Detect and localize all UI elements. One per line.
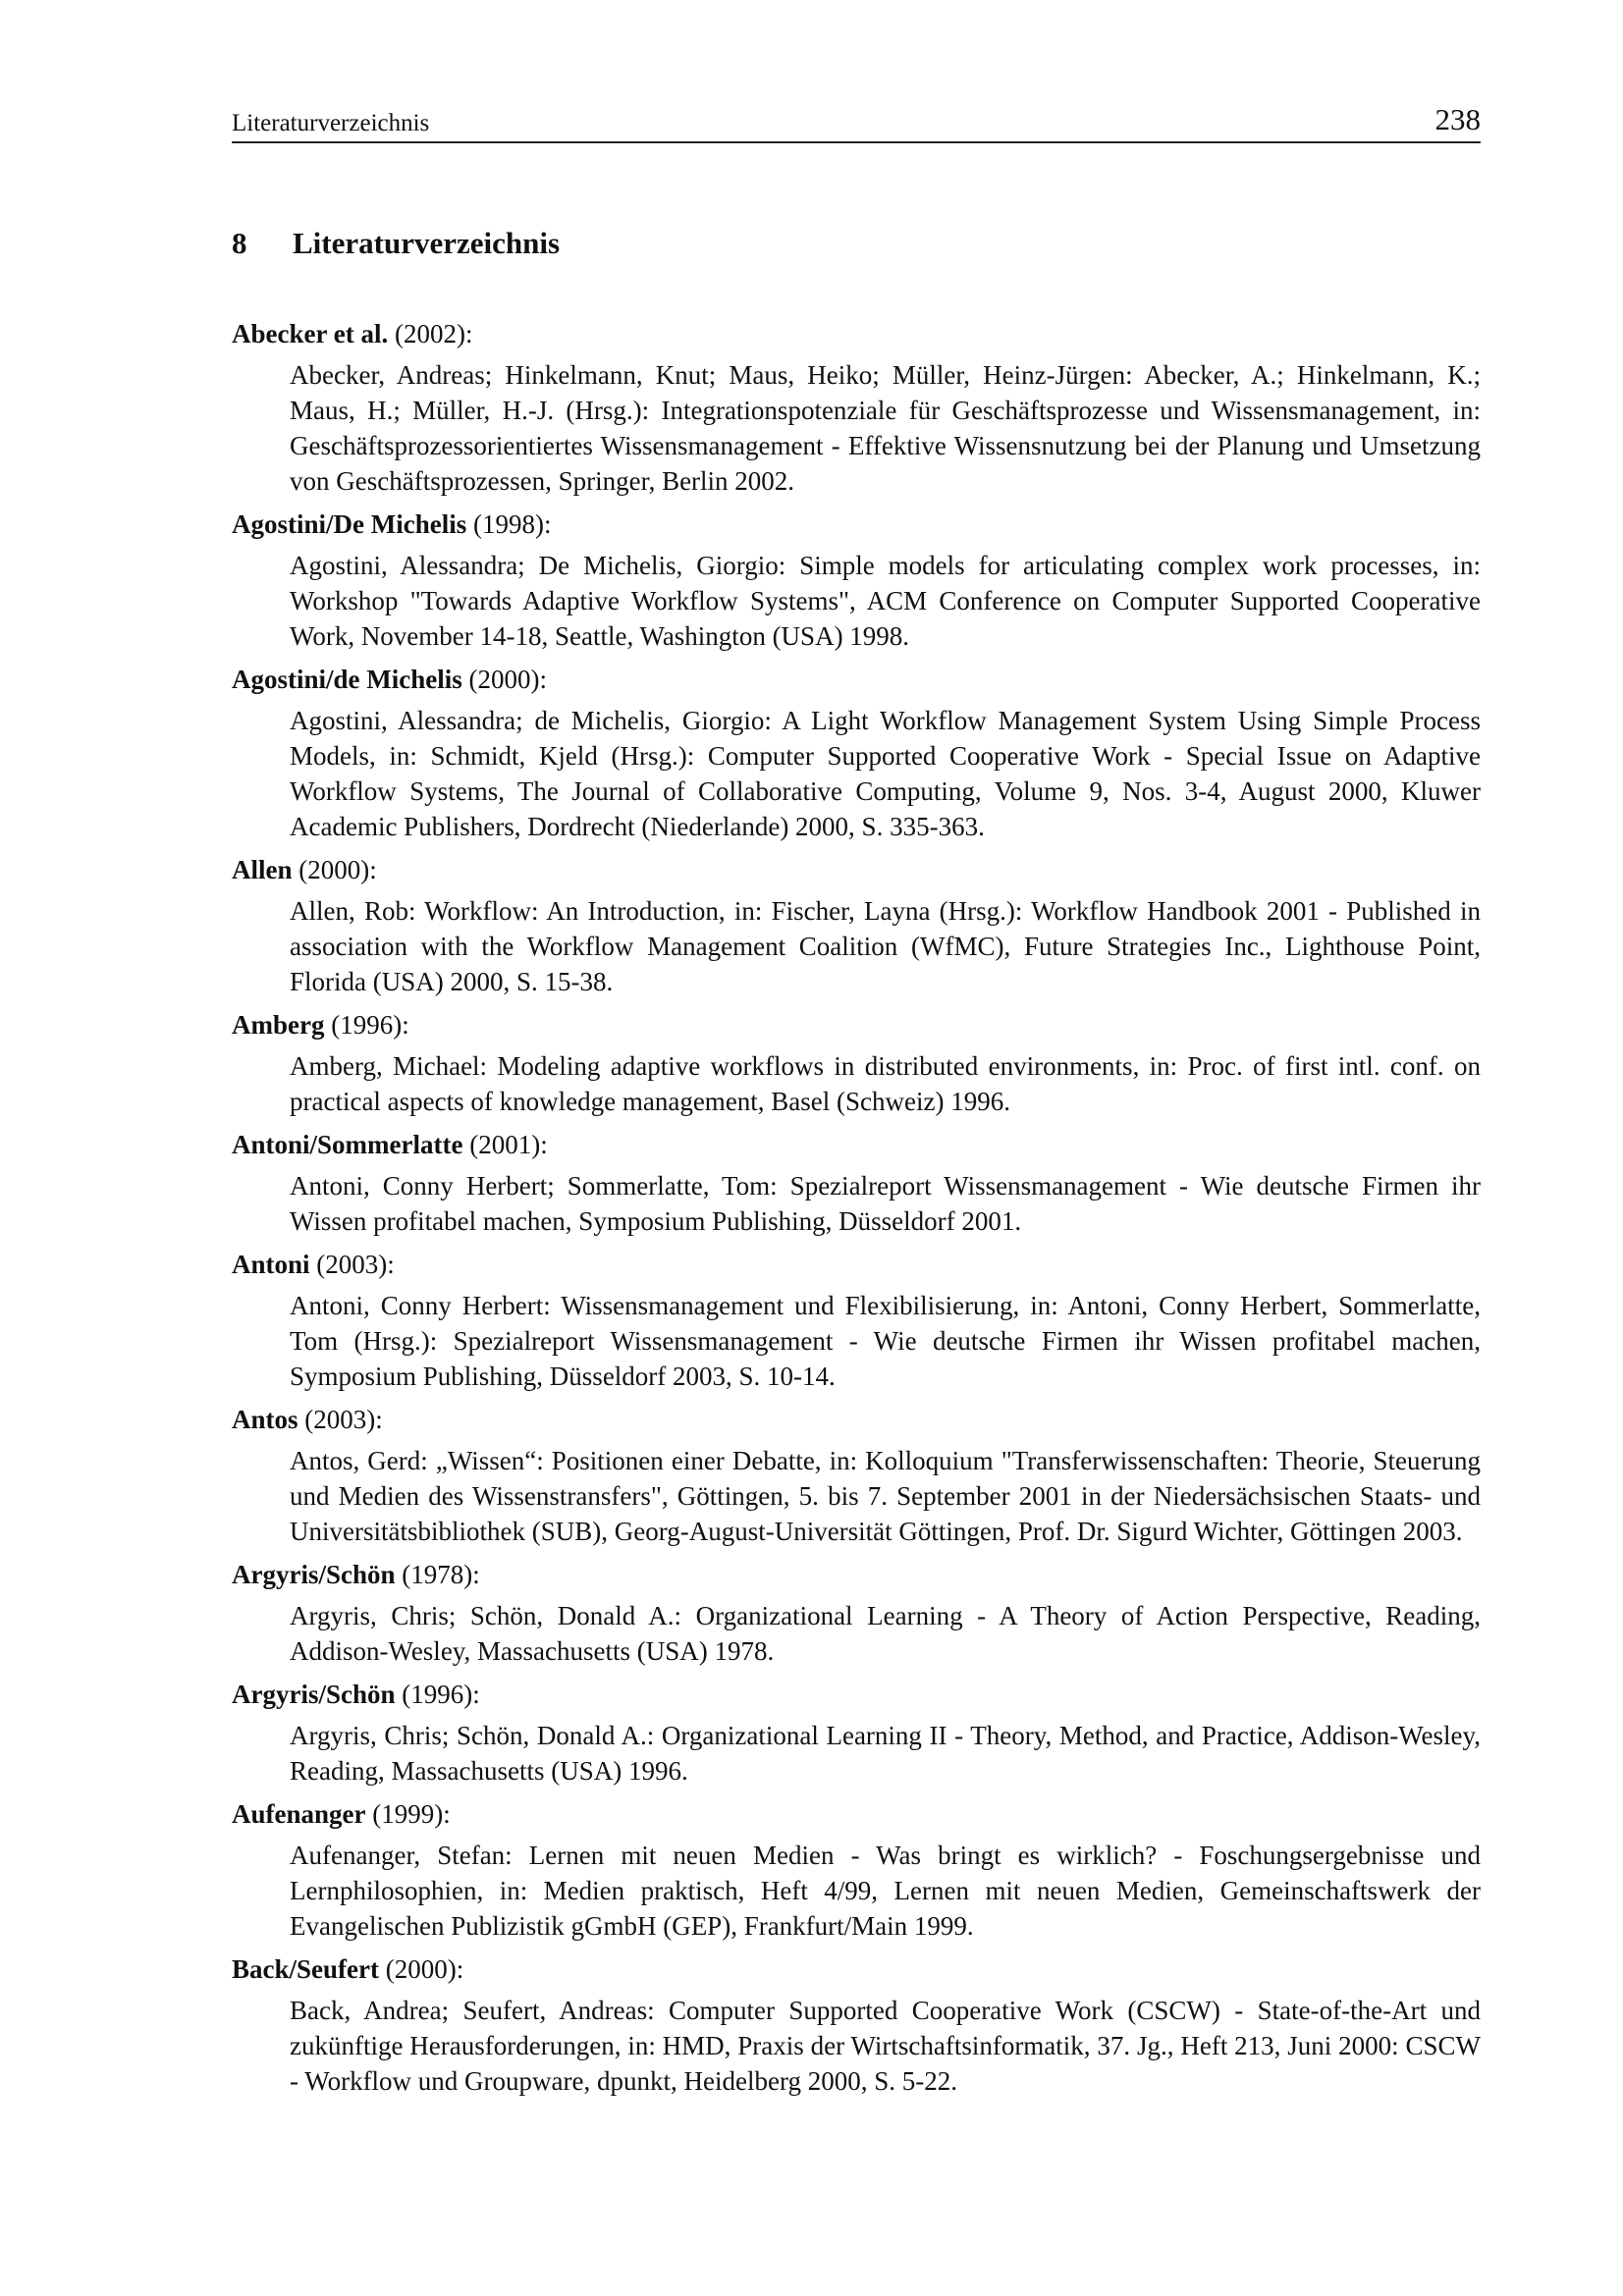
page-number: 238: [1434, 102, 1481, 136]
reference-entry: [232, 1796, 1481, 1944]
reference-author: Antoni/Sommerlatte: [232, 1130, 463, 1159]
reference-author: Argyris/Schön: [232, 1680, 396, 1709]
reference-text: Allen, Rob: Workflow: An Introduction, in: Fischer, Layna (Hrsg.): Workflow Handbook 2001 - Published in association with the Workflow Management Coalition (WfMC), Future Strategies Inc., Lighthouse Point, Florida (USA) 2000, S. 15-38.: [290, 896, 1481, 996]
reference-year: (2003):: [316, 1250, 395, 1279]
reference-entry: [232, 1951, 1481, 2099]
reference-author: Agostini/De Michelis: [232, 509, 467, 539]
reference-author: Agostini/de Michelis: [232, 665, 462, 694]
reference-key: [232, 1796, 1481, 1833]
reference-text: Antoni, Conny Herbert: Wissensmanagement und Flexibilisierung, in: Antoni, Conny Herbert, Sommerlatte, Tom (Hrsg.): Spezialreport Wissensmanagement - Wie deutsche Firmen ihr Wissen profitabel machen, Symposium Publishing, Düsseldorf 2003, S. 10-14.: [290, 1291, 1481, 1391]
document-page: [232, 98, 1481, 2107]
reference-author: Allen: [232, 855, 293, 884]
reference-text: Aufenanger, Stefan: Lernen mit neuen Medien - Was bringt es wirklich? - Foschungsergebnisse und Lernphilosophien, in: Medien praktisch, Heft 4/99, Lernen mit neuen Medien, Gemeinschaftswerk der Evangelischen Publizistik gGmbH (GEP), Frankfurt/Main 1999.: [290, 1841, 1481, 1941]
reference-entry: [232, 1402, 1481, 1549]
reference-author: Back/Seufert: [232, 1954, 379, 1984]
reference-year: (1996):: [402, 1680, 480, 1709]
reference-text: Argyris, Chris; Schön, Donald A.: Organizational Learning II - Theory, Method, and Practice, Addison-Wesley, Reading, Massachusetts (USA) 1996.: [290, 1721, 1481, 1786]
reference-entry: [232, 507, 1481, 654]
reference-list: [232, 316, 1481, 2099]
chapter-title: Literaturverzeichnis: [293, 226, 561, 260]
reference-text: Antoni, Conny Herbert; Sommerlatte, Tom: Spezialreport Wissensmanagement - Wie deutsche Firmen ihr Wissen profitabel machen, Symposium Publishing, Düsseldorf 2001.: [290, 1171, 1481, 1236]
reference-text: Agostini, Alessandra; de Michelis, Giorgio: A Light Workflow Management System Using Simple Process Models, in: Schmidt, Kjeld (Hrsg.): Computer Supported Cooperative Work - Special Issue on Adaptive Workflow Systems, The Journal of Collaborative Computing, Volume 9, Nos. 3-4, August 2000, Kluwer Academic Publishers, Dordrecht (Niederlande) 2000, S. 335-363.: [290, 706, 1481, 841]
reference-text: Abecker, Andreas; Hinkelmann, Knut; Maus, Heiko; Müller, Heinz-Jürgen: Abecker, A.; Hinkelmann, K.; Maus, H.; Müller, H.-J. (Hrsg.): Integrationspotenziale für Geschäftsprozesse und Wissensmanagement, in: Geschäftsprozessorientiertes Wissensmanagement - Effektive Wissensnutzung bei der Planung und Umsetzung von Geschäftsprozessen, Springer, Berlin 2002.: [290, 360, 1481, 496]
reference-key: [232, 1247, 1481, 1283]
reference-entry: [232, 1007, 1481, 1119]
reference-author: Antoni: [232, 1250, 310, 1279]
reference-year: (1998):: [472, 509, 552, 539]
reference-entry: [232, 316, 1481, 499]
reference-entry: [232, 1557, 1481, 1669]
reference-key: [232, 1127, 1481, 1163]
reference-author: Aufenanger: [232, 1799, 366, 1829]
reference-year: (2000):: [298, 855, 377, 884]
reference-text: Agostini, Alessandra; De Michelis, Giorgio: Simple models for articulating complex work processes, in: Workshop "Towards Adaptive Workflow Systems", ACM Conference on Computer Supported Cooperative Work, November 14-18, Seattle, Washington (USA) 1998.: [290, 551, 1481, 651]
reference-year: (2000):: [385, 1954, 464, 1984]
reference-key: [232, 1951, 1481, 1988]
reference-key: [232, 852, 1481, 888]
reference-key: [232, 316, 1481, 352]
reference-text: Argyris, Chris; Schön, Donald A.: Organizational Learning - A Theory of Action Perspective, Reading, Addison-Wesley, Massachusetts (USA) 1978.: [290, 1601, 1481, 1666]
reference-year: (1978):: [402, 1560, 480, 1589]
reference-key: [232, 507, 1481, 543]
running-header: [232, 98, 1481, 143]
reference-text: Back, Andrea; Seufert, Andreas: Computer Supported Cooperative Work (CSCW) - State-of-the-Art und zukünftige Herausforderungen, in: HMD, Praxis der Wirtschaftsinformatik, 37. Jg., Heft 213, Juni 2000: CSCW - Workflow und Groupware, dpunkt, Heidelberg 2000, S. 5-22.: [290, 1996, 1481, 2096]
reference-year: (2003):: [304, 1405, 383, 1434]
reference-key: [232, 1557, 1481, 1593]
reference-year: (2000):: [468, 665, 547, 694]
reference-entry: [232, 1677, 1481, 1789]
reference-text: Amberg, Michael: Modeling adaptive workflows in distributed environments, in: Proc. of first intl. conf. on practical aspects of knowledge management, Basel (Schweiz) 1996.: [290, 1051, 1481, 1116]
reference-entry: [232, 1247, 1481, 1394]
reference-author: Antos: [232, 1405, 298, 1434]
reference-key: [232, 1007, 1481, 1043]
reference-key: [232, 1402, 1481, 1438]
chapter-number: 8: [232, 226, 247, 260]
running-header-title: Literaturverzeichnis: [232, 110, 430, 136]
reference-year: (2002):: [394, 319, 473, 348]
reference-year: (1999):: [372, 1799, 451, 1829]
reference-text: Antos, Gerd: „Wissen“: Positionen einer Debatte, in: Kolloquium "Transferwissenschaften: Theorie, Steuerung und Medien des Wissenstransfers", Göttingen, 5. bis 7. September 2001 in der Niedersächsischen Staats- und Universitätsbibliothek (SUB), Georg-August-Universität Göttingen, Prof. Dr. Sigurd Wichter, Göttingen 2003.: [290, 1446, 1481, 1546]
reference-entry: [232, 662, 1481, 844]
reference-author: Abecker et al.: [232, 319, 389, 348]
reference-year: (1996):: [331, 1010, 409, 1040]
reference-key: [232, 1677, 1481, 1713]
reference-key: [232, 662, 1481, 698]
reference-author: Argyris/Schön: [232, 1560, 396, 1589]
reference-author: Amberg: [232, 1010, 325, 1040]
reference-year: (2001):: [469, 1130, 548, 1159]
chapter-heading: [232, 222, 1481, 261]
reference-entry: [232, 1127, 1481, 1239]
reference-entry: [232, 852, 1481, 999]
